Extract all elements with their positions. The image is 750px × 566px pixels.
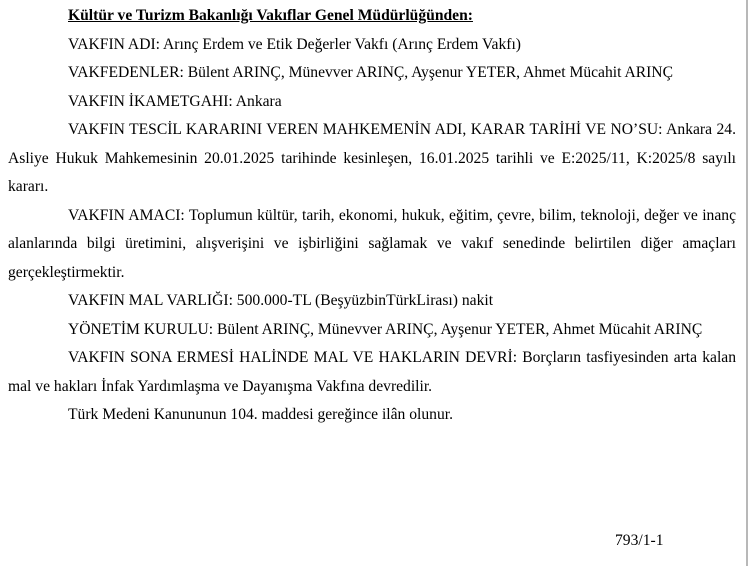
issuer-heading: Kültür ve Turizm Bakanlığı Vakıflar Genel Müdürlüğünden:	[68, 7, 473, 24]
dissolution-paragraph: VAKFIN SONA ERMESİ HALİNDE MAL VE HAKLARIN DEVRİ: Borçların tasfiyesinden arta kalan mal ve hakları İnfak Yardımlaşma ve Dayanışma Vakfına devredilir.	[8, 349, 736, 395]
purpose-paragraph: VAKFIN AMACI: Toplumun kültür, tarih, ekonomi, hukuk, eğitim, çevre, bilim, teknoloji, değer ve inanç alanlarında bilgi üretimini, alışverişini ve işbirliğini sağlamak ve vakıf senedinde belirtilen diğer amaçları gerçekleştirmektir.	[8, 206, 736, 281]
legal-basis-paragraph: Türk Medeni Kanununun 104. maddesi gereğince ilân olunur.	[68, 406, 453, 423]
board-paragraph: YÖNETİM KURULU: Bülent ARINÇ, Münevver ARINÇ, Ayşenur YETER, Ahmet Mücahit ARINÇ	[68, 320, 703, 338]
residence-paragraph: VAKFIN İKAMETGAHI: Ankara	[68, 92, 282, 110]
foundation-name-paragraph: VAKFIN ADI: Arınç Erdem ve Etik Değerler Vakfı (Arınç Erdem Vakfı)	[68, 35, 521, 53]
court-decision-paragraph: VAKFIN TESCİL KARARINI VEREN MAHKEMENİN ADI, KARAR TARİHİ VE NO’SU: Ankara 24. Asliye Hukuk Mahkemesinin 20.01.2025 tarihinde kesinleşen, 16.01.2025 tarihli ve E:2025/11, K:2025/8 sayılı kararı.	[8, 121, 736, 195]
reference-number: 793/1-1	[615, 532, 664, 549]
founders-paragraph: VAKFEDENLER: Bülent ARINÇ, Münevver ARINÇ, Ayşenur YETER, Ahmet Mücahit ARINÇ	[68, 64, 673, 81]
announcement-document	[8, 2, 736, 430]
assets-paragraph: VAKFIN MAL VARLIĞI: 500.000-TL (BeşyüzbinTürkLirası) nakit	[68, 292, 494, 309]
